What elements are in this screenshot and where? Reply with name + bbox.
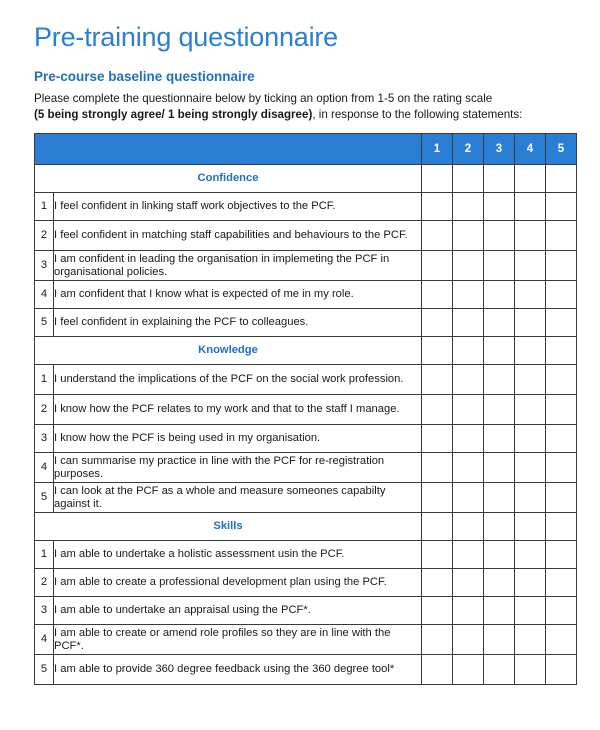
rating-cell-1[interactable] <box>422 251 453 281</box>
rating-cell-4[interactable] <box>515 569 546 597</box>
header-blank-cell <box>35 134 422 165</box>
rating-cell-2[interactable] <box>453 395 484 425</box>
rating-cell-3[interactable] <box>484 541 515 569</box>
rating-cell-2[interactable] <box>453 453 484 483</box>
rating-cell-3[interactable] <box>484 483 515 513</box>
table-row <box>35 453 577 483</box>
rating-cell-4[interactable] <box>515 221 546 251</box>
item-statement: I feel confident in linking staff work objectives to the PCF. <box>54 193 422 221</box>
item-statement: I can look at the PCF as a whole and measure someones capabilty against it. <box>54 483 422 513</box>
item-number: 5 <box>35 483 54 513</box>
rating-cell-4[interactable] <box>515 281 546 309</box>
rating-cell-3[interactable] <box>484 597 515 625</box>
item-number: 3 <box>35 425 54 453</box>
table-row <box>35 541 577 569</box>
rating-cell-5[interactable] <box>546 625 577 655</box>
rating-cell-3[interactable] <box>484 309 515 337</box>
item-statement: I know how the PCF is being used in my organisation. <box>54 425 422 453</box>
rating-cell-2[interactable] <box>453 221 484 251</box>
section-heading: Knowledge <box>35 337 422 365</box>
intro-line-1: Please complete the questionnaire below by ticking an option from 1-5 on the rating scale <box>34 92 493 105</box>
table-row <box>35 309 577 337</box>
table-row <box>35 625 577 655</box>
section-row-knowledge <box>35 337 577 365</box>
table-row <box>35 365 577 395</box>
table-row <box>35 655 577 685</box>
rating-cell-2[interactable] <box>453 655 484 685</box>
rating-cell-5[interactable] <box>546 541 577 569</box>
item-number: 2 <box>35 395 54 425</box>
rating-cell-2[interactable] <box>453 597 484 625</box>
rating-cell-2[interactable] <box>453 193 484 221</box>
intro-scale-note: (5 being strongly agree/ 1 being strongly disagree) <box>34 107 313 121</box>
rating-cell-2[interactable] <box>453 365 484 395</box>
rating-cell-2[interactable] <box>453 483 484 513</box>
section-heading: Skills <box>35 513 422 541</box>
rating-cell-1[interactable] <box>422 597 453 625</box>
item-number: 2 <box>35 221 54 251</box>
rating-cell-4[interactable] <box>515 309 546 337</box>
rating-cell-1[interactable] <box>422 395 453 425</box>
rating-cell-1[interactable] <box>422 365 453 395</box>
rating-cell-1[interactable] <box>422 309 453 337</box>
item-number: 5 <box>35 655 54 685</box>
rating-cell-5[interactable] <box>546 281 577 309</box>
rating-cell-1[interactable] <box>422 483 453 513</box>
rating-cell-2[interactable] <box>453 251 484 281</box>
rating-cell-5[interactable] <box>546 453 577 483</box>
rating-cell-4[interactable] <box>515 365 546 395</box>
item-statement: I can summarise my practice in line with the PCF for re-registration purposes. <box>54 453 422 483</box>
rating-cell-4[interactable] <box>515 483 546 513</box>
rating-cell-5[interactable] <box>546 365 577 395</box>
scale-header-5: 5 <box>546 134 577 165</box>
table-row <box>35 569 577 597</box>
table-row <box>35 281 577 309</box>
rating-cell-3[interactable] <box>484 453 515 483</box>
item-statement: I am able to provide 360 degree feedback using the 360 degree tool* <box>54 655 422 685</box>
section-row-confidence <box>35 165 577 193</box>
item-number: 4 <box>35 625 54 655</box>
rating-cell-4[interactable] <box>515 625 546 655</box>
rating-cell-3[interactable] <box>484 655 515 685</box>
section-row-skills <box>35 513 577 541</box>
item-number: 4 <box>35 453 54 483</box>
rating-cell-3[interactable] <box>484 221 515 251</box>
section-heading: Confidence <box>35 165 422 193</box>
rating-cell-4[interactable] <box>515 425 546 453</box>
rating-cell-3[interactable] <box>484 281 515 309</box>
item-statement: I am confident in leading the organisation in implemeting the PCF in organisational policies. <box>54 251 422 281</box>
item-statement: I am able to undertake an appraisal using the PCF*. <box>54 597 422 625</box>
rating-cell-4[interactable] <box>515 453 546 483</box>
item-number: 3 <box>35 251 54 281</box>
rating-cell-3[interactable] <box>484 569 515 597</box>
scale-header-3: 3 <box>484 134 515 165</box>
rating-cell-4[interactable] <box>515 251 546 281</box>
rating-cell-1[interactable] <box>422 453 453 483</box>
item-statement: I am able to create a professional development plan using the PCF. <box>54 569 422 597</box>
rating-cell-1[interactable] <box>422 193 453 221</box>
rating-cell-5[interactable] <box>546 221 577 251</box>
intro-line-2: , in response to the following statements: <box>312 107 523 121</box>
item-number: 3 <box>35 597 54 625</box>
rating-cell-3[interactable] <box>484 193 515 221</box>
rating-cell-5[interactable] <box>546 251 577 281</box>
rating-cell-3[interactable] <box>484 251 515 281</box>
item-number: 1 <box>35 193 54 221</box>
rating-cell-1[interactable] <box>422 625 453 655</box>
rating-cell-5[interactable] <box>546 193 577 221</box>
item-statement: I feel confident in explaining the PCF to colleagues. <box>54 309 422 337</box>
rating-cell-2[interactable] <box>453 281 484 309</box>
rating-cell-1[interactable] <box>422 569 453 597</box>
item-statement: I understand the implications of the PCF on the social work profession. <box>54 365 422 395</box>
item-number: 4 <box>35 281 54 309</box>
table-row <box>35 483 577 513</box>
rating-cell-2[interactable] <box>453 425 484 453</box>
table-row <box>35 221 577 251</box>
rating-cell-1[interactable] <box>422 655 453 685</box>
rating-cell-3[interactable] <box>484 365 515 395</box>
page-subtitle: Pre-course baseline questionnaire <box>34 69 255 84</box>
scale-header-1: 1 <box>422 134 453 165</box>
rating-cell-5[interactable] <box>546 425 577 453</box>
intro-text <box>34 91 574 122</box>
item-number: 5 <box>35 309 54 337</box>
rating-cell-5[interactable] <box>546 597 577 625</box>
rating-cell-2[interactable] <box>453 625 484 655</box>
item-number: 2 <box>35 569 54 597</box>
item-statement: I feel confident in matching staff capabilities and behaviours to the PCF. <box>54 221 422 251</box>
table-row <box>35 193 577 221</box>
rating-cell-4[interactable] <box>515 655 546 685</box>
scale-header-4: 4 <box>515 134 546 165</box>
page-title: Pre-training questionnaire <box>34 22 338 52</box>
rating-cell-4[interactable] <box>515 395 546 425</box>
rating-cell-4[interactable] <box>515 193 546 221</box>
item-statement: I am confident that I know what is expected of me in my role. <box>54 281 422 309</box>
rating-cell-1[interactable] <box>422 425 453 453</box>
item-statement: I know how the PCF relates to my work and that to the staff I manage. <box>54 395 422 425</box>
rating-cell-4[interactable] <box>515 597 546 625</box>
table-row <box>35 597 577 625</box>
rating-cell-2[interactable] <box>453 541 484 569</box>
rating-cell-5[interactable] <box>546 655 577 685</box>
rating-cell-2[interactable] <box>453 569 484 597</box>
rating-cell-1[interactable] <box>422 281 453 309</box>
rating-cell-3[interactable] <box>484 625 515 655</box>
table-header-row <box>35 134 577 165</box>
table-row <box>35 251 577 281</box>
rating-cell-4[interactable] <box>515 541 546 569</box>
item-statement: I am able to undertake a holistic assessment usin the PCF. <box>54 541 422 569</box>
rating-cell-5[interactable] <box>546 569 577 597</box>
rating-cell-1[interactable] <box>422 221 453 251</box>
item-number: 1 <box>35 541 54 569</box>
rating-cell-5[interactable] <box>546 483 577 513</box>
rating-cell-2[interactable] <box>453 309 484 337</box>
rating-cell-3[interactable] <box>484 395 515 425</box>
rating-cell-5[interactable] <box>546 309 577 337</box>
item-statement: I am able to create or amend role profiles so they are in line with the PCF*. <box>54 625 422 655</box>
rating-table <box>34 133 577 685</box>
scale-header-2: 2 <box>453 134 484 165</box>
rating-cell-3[interactable] <box>484 425 515 453</box>
rating-cell-5[interactable] <box>546 395 577 425</box>
table-row <box>35 395 577 425</box>
item-number: 1 <box>35 365 54 395</box>
table-row <box>35 425 577 453</box>
rating-cell-1[interactable] <box>422 541 453 569</box>
